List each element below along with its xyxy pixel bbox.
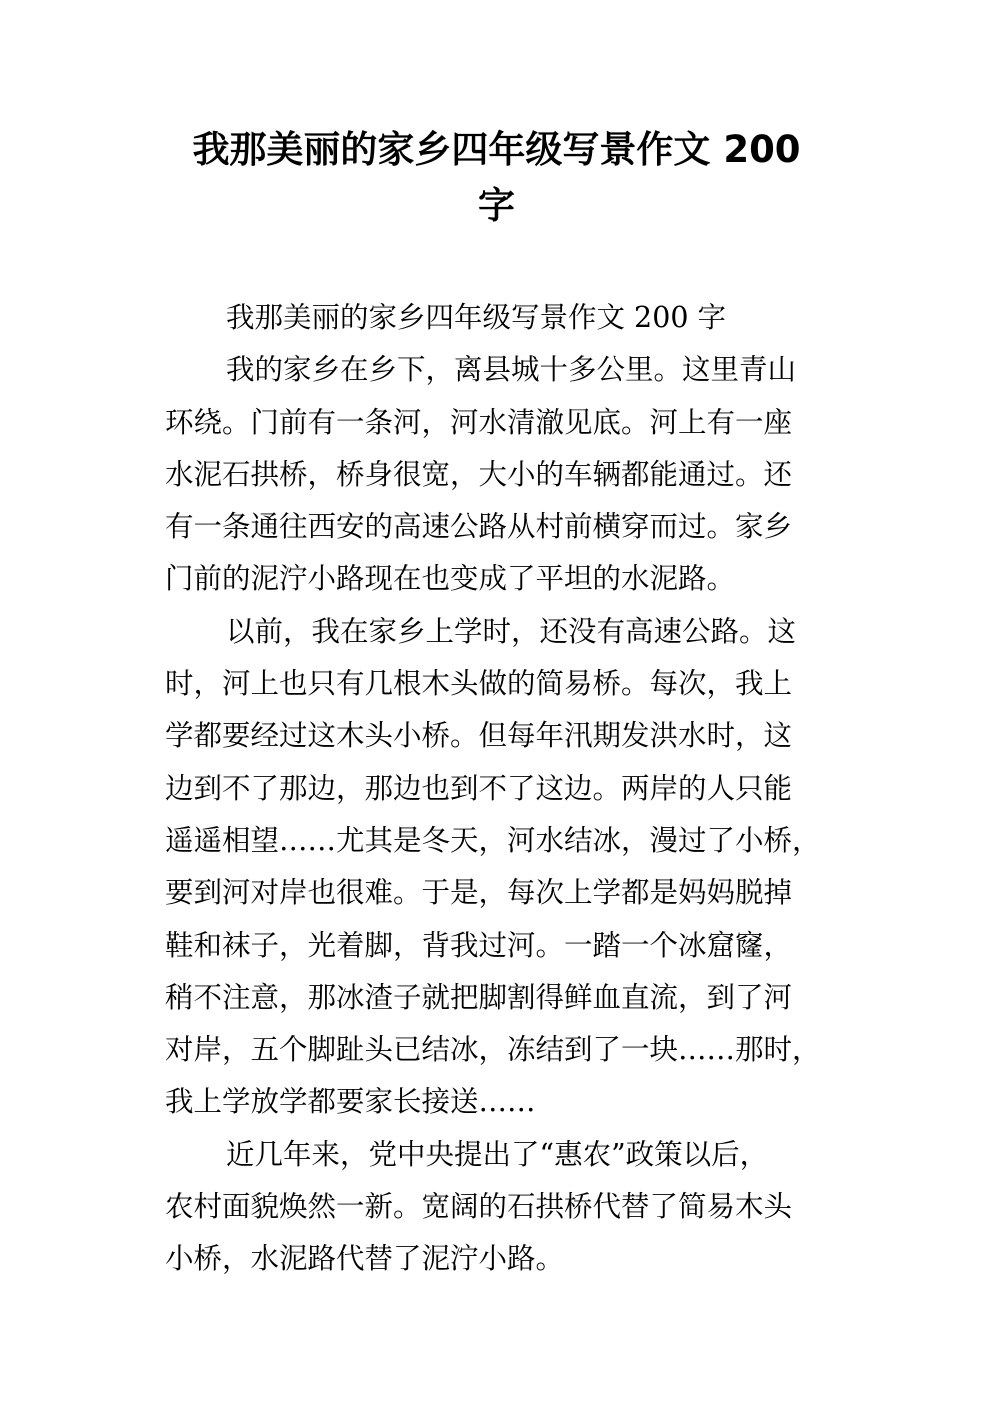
- body-line: 我的家乡在乡下，离县城十多公里。这里青山: [226, 353, 797, 387]
- body-line: 近几年来，党中央提出了“惠农”政策以后，: [226, 1137, 769, 1171]
- title-line-1: 我那美丽的家乡四年级写景作文 200: [192, 128, 801, 171]
- body-line: 农村面貌焕然一新。宽阔的石拱桥代替了简易木头: [165, 1190, 793, 1224]
- body-line: 门前的泥泞小路现在也变成了平坦的水泥路。: [165, 562, 736, 596]
- body-line: 遥遥相望……尤其是冬天，河水结冰，漫过了小桥，: [165, 823, 821, 857]
- document-body: [165, 292, 833, 1286]
- body-line: 时，河上也只有几根木头做的简易桥。每次，我上: [165, 667, 793, 701]
- body-line: 边到不了那边，那边也到不了这边。两岸的人只能: [165, 771, 793, 805]
- body-line: 学都要经过这木头小桥。但每年汛期发洪水时，这: [165, 719, 793, 753]
- body-line: 有一条通往西安的高速公路从村前横穿而过。家乡: [165, 510, 793, 544]
- body-line: 稍不注意，那冰渣子就把脚割得鲜血直流，到了河: [165, 980, 793, 1014]
- document-title: [160, 122, 833, 234]
- body-line: 鞋和袜子，光着脚，背我过河。一踏一个冰窟窿，: [165, 928, 793, 962]
- body-line: 以前，我在家乡上学时，还没有高速公路。这: [226, 614, 797, 648]
- body-line: 我那美丽的家乡四年级写景作文 200 字: [226, 301, 727, 334]
- body-line: 水泥石拱桥，桥身很宽，大小的车辆都能通过。还: [165, 457, 793, 491]
- body-line: 小桥，水泥路代替了泥泞小路。: [165, 1242, 565, 1276]
- body-line: 环绕。门前有一条河，河水清澈见底。河上有一座: [165, 405, 793, 439]
- body-line: 我上学放学都要家长接送……: [165, 1085, 536, 1119]
- body-line: 对岸，五个脚趾头已结冰，冻结到了一块……那时，: [165, 1033, 821, 1067]
- title-line-2: 字: [478, 184, 515, 227]
- body-line: 要到河对岸也很难。于是，每次上学都是妈妈脱掉: [165, 876, 793, 910]
